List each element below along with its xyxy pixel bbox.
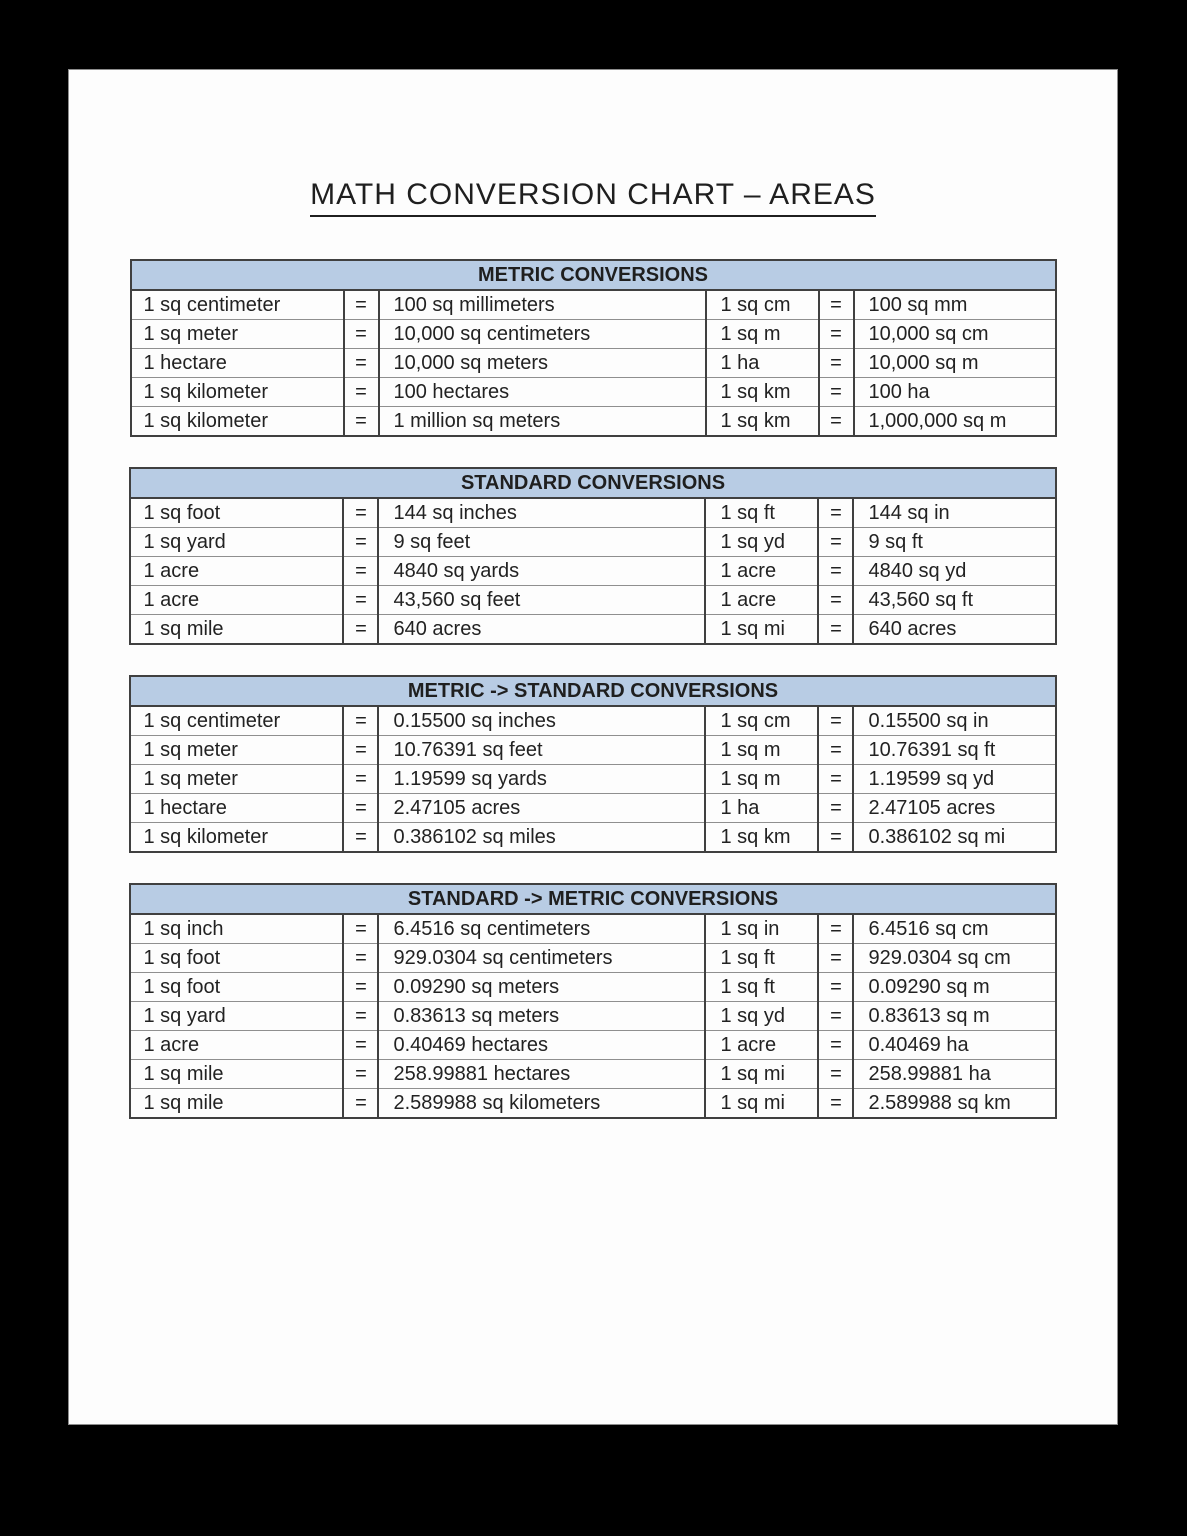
- cell-unit-abbr: 1 acre: [705, 557, 818, 586]
- table-row: [130, 1089, 1055, 1119]
- cell-value-abbr: 1,000,000 sq m: [854, 407, 1056, 437]
- table-row: [131, 349, 1056, 378]
- table-row: [130, 765, 1055, 794]
- cell-unit: 1 hectare: [130, 794, 343, 823]
- cell-unit-abbr: 1 acre: [705, 1031, 818, 1060]
- cell-value-abbr: 2.47105 acres: [853, 794, 1055, 823]
- cell-unit-abbr: 1 sq ft: [705, 973, 818, 1002]
- cell-value: 144 sq inches: [378, 498, 705, 528]
- cell-equals-sign: =: [818, 736, 853, 765]
- cell-equals-sign: =: [343, 615, 378, 645]
- cell-unit: 1 acre: [130, 586, 343, 615]
- cell-unit: 1 sq mile: [130, 1089, 343, 1119]
- cell-unit-abbr: 1 sq yd: [705, 1002, 818, 1031]
- cell-equals-sign: =: [343, 557, 378, 586]
- cell-equals-sign: =: [818, 586, 853, 615]
- cell-equals-sign: =: [343, 1089, 378, 1119]
- cell-equals-sign: =: [343, 794, 378, 823]
- cell-equals-sign: =: [343, 528, 378, 557]
- cell-value: 9 sq feet: [378, 528, 705, 557]
- cell-value-abbr: 0.09290 sq m: [853, 973, 1055, 1002]
- cell-value-abbr: 144 sq in: [853, 498, 1055, 528]
- cell-value: 10,000 sq meters: [379, 349, 706, 378]
- cell-value-abbr: 10,000 sq cm: [854, 320, 1056, 349]
- cell-unit-abbr: 1 sq m: [705, 765, 818, 794]
- cell-unit-abbr: 1 sq m: [706, 320, 819, 349]
- table-row: [130, 528, 1055, 557]
- cell-equals-sign: =: [818, 615, 853, 645]
- table-row: [130, 973, 1055, 1002]
- cell-unit-abbr: 1 sq cm: [705, 706, 818, 736]
- cell-unit-abbr: 1 sq km: [706, 378, 819, 407]
- cell-value: 1 million sq meters: [379, 407, 706, 437]
- cell-value: 6.4516 sq centimeters: [378, 914, 705, 944]
- cell-unit: 1 sq meter: [131, 320, 344, 349]
- cell-equals-sign: =: [343, 1060, 378, 1089]
- table-row: [130, 498, 1055, 528]
- table-row: [130, 823, 1055, 853]
- cell-unit-abbr: 1 ha: [705, 794, 818, 823]
- cell-value: 1.19599 sq yards: [378, 765, 705, 794]
- cell-equals-sign: =: [818, 765, 853, 794]
- cell-equals-sign: =: [343, 736, 378, 765]
- cell-equals-sign: =: [818, 557, 853, 586]
- table-header: METRIC CONVERSIONS: [131, 260, 1056, 290]
- cell-unit-abbr: 1 sq mi: [705, 1089, 818, 1119]
- cell-equals-sign: =: [343, 973, 378, 1002]
- document-page: [69, 70, 1117, 1424]
- cell-equals-sign: =: [818, 528, 853, 557]
- cell-equals-sign: =: [818, 1002, 853, 1031]
- table-row: [131, 407, 1056, 437]
- table-row: [130, 706, 1055, 736]
- cell-value-abbr: 0.386102 sq mi: [853, 823, 1055, 853]
- cell-value-abbr: 1.19599 sq yd: [853, 765, 1055, 794]
- cell-unit-abbr: 1 sq ft: [705, 498, 818, 528]
- table-header-row: [130, 884, 1055, 914]
- table-row: [130, 615, 1055, 645]
- cell-equals-sign: =: [819, 290, 854, 320]
- table-header-row: [130, 468, 1055, 498]
- cell-value: 0.09290 sq meters: [378, 973, 705, 1002]
- cell-equals-sign: =: [819, 320, 854, 349]
- table-row: [130, 1002, 1055, 1031]
- cell-equals-sign: =: [818, 823, 853, 853]
- cell-value-abbr: 10.76391 sq ft: [853, 736, 1055, 765]
- table-row: [130, 557, 1055, 586]
- table-row: [130, 944, 1055, 973]
- cell-equals-sign: =: [819, 407, 854, 437]
- cell-unit-abbr: 1 sq cm: [706, 290, 819, 320]
- cell-value: 640 acres: [378, 615, 705, 645]
- table-header: STANDARD CONVERSIONS: [130, 468, 1055, 498]
- cell-value-abbr: 100 sq mm: [854, 290, 1056, 320]
- cell-unit: 1 sq inch: [130, 914, 343, 944]
- cell-value-abbr: 0.83613 sq m: [853, 1002, 1055, 1031]
- table-header: STANDARD -> METRIC CONVERSIONS: [130, 884, 1055, 914]
- page-title: MATH CONVERSION CHART – AREAS: [310, 178, 876, 217]
- cell-equals-sign: =: [818, 914, 853, 944]
- cell-unit-abbr: 1 sq mi: [705, 615, 818, 645]
- cell-unit: 1 sq kilometer: [130, 823, 343, 853]
- cell-unit: 1 sq yard: [130, 528, 343, 557]
- table-row: [130, 1031, 1055, 1060]
- cell-equals-sign: =: [343, 1002, 378, 1031]
- standard-conversions-table: [129, 467, 1056, 645]
- table-header-row: [130, 676, 1055, 706]
- cell-unit: 1 sq kilometer: [131, 407, 344, 437]
- cell-equals-sign: =: [818, 794, 853, 823]
- cell-equals-sign: =: [818, 1089, 853, 1119]
- table-row: [130, 794, 1055, 823]
- cell-unit: 1 sq kilometer: [131, 378, 344, 407]
- cell-equals-sign: =: [343, 498, 378, 528]
- cell-equals-sign: =: [343, 706, 378, 736]
- cell-value: 43,560 sq feet: [378, 586, 705, 615]
- cell-unit: 1 sq mile: [130, 1060, 343, 1089]
- table-header-row: [131, 260, 1056, 290]
- cell-unit-abbr: 1 acre: [705, 586, 818, 615]
- table-row: [130, 1060, 1055, 1089]
- cell-value-abbr: 0.40469 ha: [853, 1031, 1055, 1060]
- cell-unit: 1 sq foot: [130, 973, 343, 1002]
- cell-value-abbr: 6.4516 sq cm: [853, 914, 1055, 944]
- cell-value-abbr: 4840 sq yd: [853, 557, 1055, 586]
- cell-unit-abbr: 1 sq yd: [705, 528, 818, 557]
- cell-unit: 1 sq meter: [130, 736, 343, 765]
- cell-value-abbr: 640 acres: [853, 615, 1055, 645]
- table-row: [130, 736, 1055, 765]
- cell-equals-sign: =: [818, 706, 853, 736]
- table-row: [130, 914, 1055, 944]
- cell-equals-sign: =: [344, 320, 379, 349]
- cell-unit-abbr: 1 sq km: [706, 407, 819, 437]
- cell-unit: 1 sq foot: [130, 498, 343, 528]
- metric-to-standard-conversions-table: [129, 675, 1056, 853]
- cell-unit-abbr: 1 sq m: [705, 736, 818, 765]
- table-row: [131, 378, 1056, 407]
- cell-equals-sign: =: [343, 1031, 378, 1060]
- cell-unit: 1 hectare: [131, 349, 344, 378]
- cell-unit: 1 sq meter: [130, 765, 343, 794]
- cell-equals-sign: =: [818, 944, 853, 973]
- title-area: [69, 178, 1117, 217]
- cell-equals-sign: =: [343, 586, 378, 615]
- cell-value: 10.76391 sq feet: [378, 736, 705, 765]
- cell-unit: 1 sq mile: [130, 615, 343, 645]
- cell-equals-sign: =: [818, 973, 853, 1002]
- cell-unit-abbr: 1 sq km: [705, 823, 818, 853]
- cell-unit-abbr: 1 sq in: [705, 914, 818, 944]
- cell-equals-sign: =: [343, 823, 378, 853]
- cell-equals-sign: =: [343, 944, 378, 973]
- table-row: [131, 290, 1056, 320]
- cell-value: 100 hectares: [379, 378, 706, 407]
- cell-unit: 1 sq centimeter: [130, 706, 343, 736]
- cell-equals-sign: =: [819, 378, 854, 407]
- cell-equals-sign: =: [818, 498, 853, 528]
- cell-unit: 1 acre: [130, 557, 343, 586]
- cell-value: 0.40469 hectares: [378, 1031, 705, 1060]
- cell-value: 0.15500 sq inches: [378, 706, 705, 736]
- cell-unit-abbr: 1 sq ft: [705, 944, 818, 973]
- cell-equals-sign: =: [344, 349, 379, 378]
- standard-to-metric-conversions-table: [129, 883, 1056, 1119]
- cell-equals-sign: =: [343, 765, 378, 794]
- cell-equals-sign: =: [343, 914, 378, 944]
- cell-unit: 1 sq centimeter: [131, 290, 344, 320]
- cell-value-abbr: 258.99881 ha: [853, 1060, 1055, 1089]
- cell-value-abbr: 43,560 sq ft: [853, 586, 1055, 615]
- cell-value: 2.589988 sq kilometers: [378, 1089, 705, 1119]
- cell-value-abbr: 10,000 sq m: [854, 349, 1056, 378]
- cell-equals-sign: =: [344, 407, 379, 437]
- cell-equals-sign: =: [818, 1060, 853, 1089]
- cell-unit: 1 acre: [130, 1031, 343, 1060]
- cell-value: 0.83613 sq meters: [378, 1002, 705, 1031]
- cell-unit: 1 sq foot: [130, 944, 343, 973]
- cell-value: 258.99881 hectares: [378, 1060, 705, 1089]
- cell-value: 10,000 sq centimeters: [379, 320, 706, 349]
- cell-value: 4840 sq yards: [378, 557, 705, 586]
- cell-value: 100 sq millimeters: [379, 290, 706, 320]
- cell-value-abbr: 100 ha: [854, 378, 1056, 407]
- metric-conversions-table: [130, 259, 1057, 437]
- cell-equals-sign: =: [344, 290, 379, 320]
- cell-equals-sign: =: [818, 1031, 853, 1060]
- cell-value: 0.386102 sq miles: [378, 823, 705, 853]
- cell-unit-abbr: 1 sq mi: [705, 1060, 818, 1089]
- cell-unit-abbr: 1 ha: [706, 349, 819, 378]
- cell-unit: 1 sq yard: [130, 1002, 343, 1031]
- cell-value-abbr: 0.15500 sq in: [853, 706, 1055, 736]
- cell-equals-sign: =: [344, 378, 379, 407]
- cell-value: 2.47105 acres: [378, 794, 705, 823]
- cell-value-abbr: 2.589988 sq km: [853, 1089, 1055, 1119]
- cell-equals-sign: =: [819, 349, 854, 378]
- table-header: METRIC -> STANDARD CONVERSIONS: [130, 676, 1055, 706]
- cell-value-abbr: 929.0304 sq cm: [853, 944, 1055, 973]
- cell-value: 929.0304 sq centimeters: [378, 944, 705, 973]
- table-row: [130, 586, 1055, 615]
- cell-value-abbr: 9 sq ft: [853, 528, 1055, 557]
- table-row: [131, 320, 1056, 349]
